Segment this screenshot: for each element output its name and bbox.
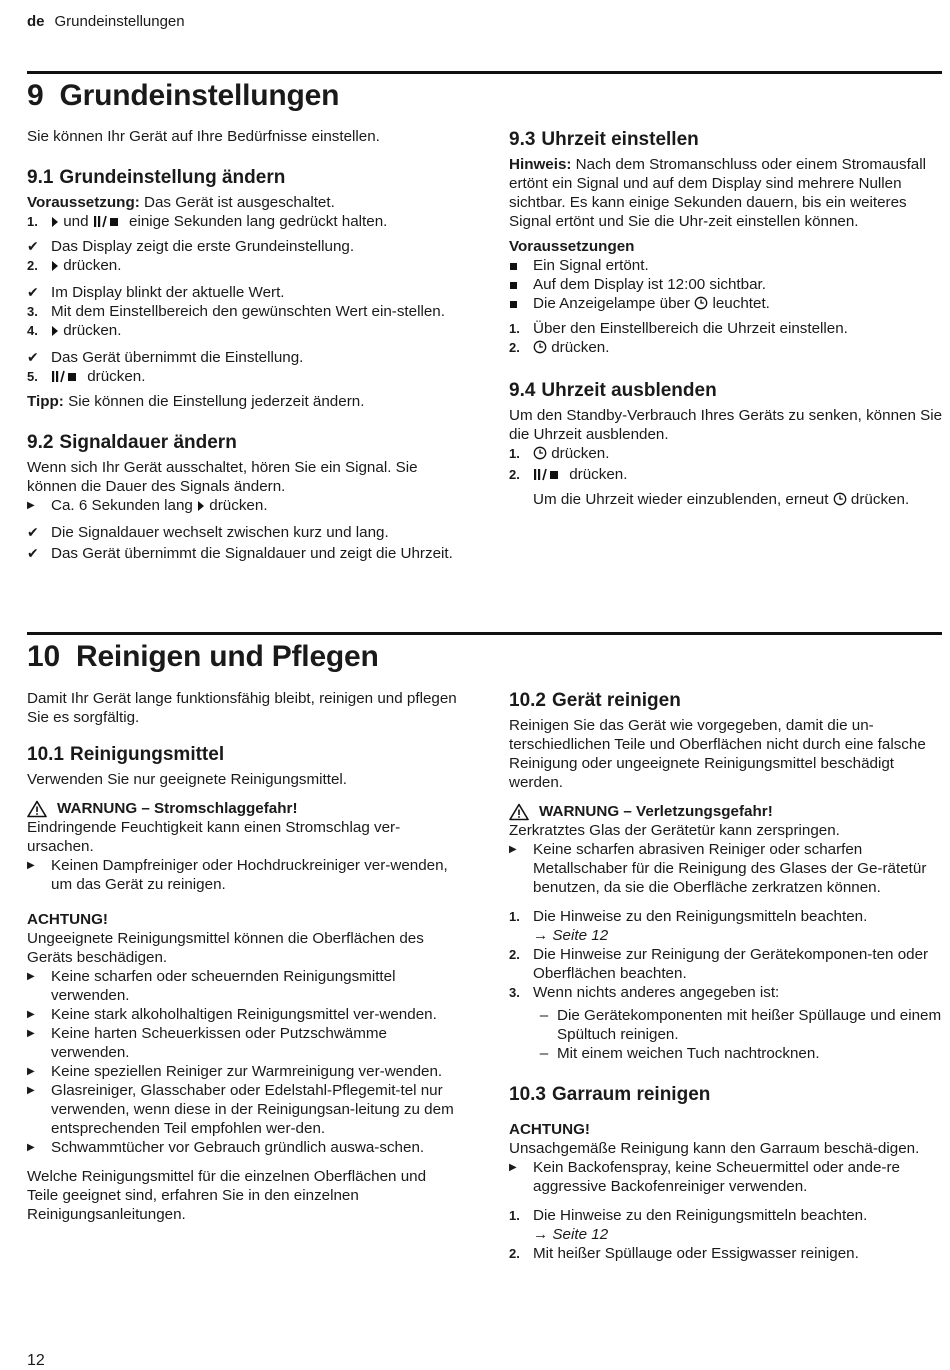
square-bullet-icon: [509, 275, 531, 294]
clock-icon: [533, 446, 547, 465]
page-reference: → Seite 12: [533, 927, 609, 944]
caution-heading: ACHTUNG!: [509, 1121, 590, 1138]
subsection-9-4-heading: 9.4 Uhrzeit ausblenden: [509, 380, 717, 401]
paragraph: Wenn sich Ihr Gerät ausschaltet, hören Sie ein Signal. Sie können die Dauer des Signals ändern.: [27, 459, 418, 495]
clock-icon: [533, 340, 547, 359]
page-header: [27, 12, 185, 31]
arrow-right-icon: [51, 258, 59, 277]
arrow-right-icon: [51, 323, 59, 342]
clock-icon: [833, 492, 847, 511]
step-item: 1. Über den Einstellbereich die Uhrzeit einstellen.: [509, 320, 848, 337]
action-item: ▶ Keine harten Scheuerkissen oder Putzschwämme verwenden.: [27, 1025, 387, 1061]
action-item: ▶ Glasreiniger, Glasschaber oder Edelstahl-Pflegemit-tel nur verwenden, wenn diese in der Reinigungsan-leitung zu dem entsprechenden Teil empfohlen wer-den.: [27, 1082, 454, 1137]
section-10-intro: Damit Ihr Gerät lange funktionsfähig bleibt, reinigen und pflegen Sie es sorgfältig.: [27, 690, 457, 726]
bullet-arrow-icon: ▶: [27, 860, 35, 871]
step-item: 1. drücken.: [509, 444, 945, 465]
paragraph: Welche Reinigungsmittel für die einzelnen Oberflächen und Teile geeignet sind, erfahren Sie in den einzelnen Reinigungsanleitungen.: [27, 1168, 427, 1223]
sub-item: – Mit einem weichen Tuch nachtrocknen.: [539, 1045, 820, 1062]
step-item: 4. drücken.: [27, 321, 457, 342]
warning-text: Zerkratztes Glas der Gerätetür kann zerspringen.: [509, 822, 840, 839]
bullet-arrow-icon: ▶: [27, 1009, 35, 1020]
square-bullet-icon: [509, 294, 531, 313]
section-rule: [27, 632, 942, 635]
paragraph: Um den Standby-Verbrauch Ihres Geräts zu senken, können Sie die Uhrzeit ausblenden.: [509, 407, 943, 443]
step-item: 2. drücken.: [27, 256, 457, 277]
result-item: ✔ Im Display blinkt der aktuelle Wert.: [27, 284, 285, 301]
bullet-arrow-icon: ▶: [27, 1085, 35, 1096]
action-item: ▶ Keine scharfen abrasiven Reiniger oder scharfen Metallschaber für die Reinigung des Glases der Ge-rätetür benutzen, da sie die Oberfläche zerkratzen können.: [509, 841, 927, 896]
square-bullet-icon: [509, 256, 531, 275]
bullet-arrow-icon: ▶: [509, 1162, 517, 1173]
check-icon: ✔: [27, 284, 39, 300]
language-code: de: [27, 13, 45, 30]
subsection-10-2-heading: 10.2 Gerät reinigen: [509, 690, 681, 711]
check-icon: ✔: [27, 524, 39, 540]
step-note: Um die Uhrzeit wieder einzublenden, erneut drücken.: [509, 490, 945, 511]
subsection-9-1-heading: 9.1 Grundeinstellung ändern: [27, 167, 286, 188]
section-10-heading: 10 Reinigen und Pflegen: [27, 640, 379, 673]
header-title: Grundeinstellungen: [54, 13, 185, 30]
check-icon: ✔: [27, 349, 39, 365]
start-stop-icon: [51, 369, 83, 388]
bullet-arrow-icon: ▶: [27, 971, 35, 982]
prerequisite-item: Ein Signal ertönt.: [509, 256, 945, 275]
step-item: 3. Wenn nichts anderes angegeben ist:: [509, 984, 780, 1001]
bullet-arrow-icon: ▶: [27, 1028, 35, 1039]
step-item: 1. und einige Sekunden lang gedrückt halten.: [27, 212, 457, 233]
start-stop-icon: [93, 214, 125, 233]
warning-heading: WARNUNG – Stromschlaggefahr!: [27, 799, 457, 818]
action-item: ▶ Keine scharfen oder scheuernden Reinigungsmittel verwenden.: [27, 968, 396, 1004]
prerequisite: Voraussetzung: Das Gerät ist ausgeschaltet.: [27, 194, 335, 211]
caution-heading: ACHTUNG!: [27, 911, 108, 928]
warning-triangle-icon: [509, 803, 529, 821]
subsection-9-3-heading: 9.3 Uhrzeit einstellen: [509, 129, 699, 150]
step-item: 2. Die Hinweise zur Reinigung der Gerätekomponen-ten oder Oberflächen beachten.: [509, 946, 929, 982]
section-9-intro: Sie können Ihr Gerät auf Ihre Bedürfnisse einstellen.: [27, 128, 380, 145]
subsection-10-3-heading: 10.3 Garraum reinigen: [509, 1084, 711, 1105]
action-item: ▶ Kein Backofenspray, keine Scheuermittel oder ande-re aggressive Backofenreiniger verwenden.: [509, 1159, 900, 1195]
section-9-right-column: [509, 128, 945, 511]
result-item: ✔ Das Gerät übernimmt die Einstellung.: [27, 349, 304, 366]
step-item: 1. Die Hinweise zu den Reinigungsmitteln beachten. → Seite 12: [509, 908, 868, 944]
step-item: 5. drücken.: [27, 367, 457, 388]
warning-heading: WARNUNG – Verletzungsgefahr!: [509, 802, 945, 821]
section-9-heading: 9 Grundeinstellungen: [27, 79, 340, 112]
bullet-arrow-icon: ▶: [27, 500, 35, 511]
bullet-arrow-icon: ▶: [27, 1142, 35, 1153]
section-9-left-column: [27, 127, 457, 563]
subsection-10-1-heading: 10.1 Reinigungsmittel: [27, 744, 225, 765]
prerequisite-item: Auf dem Display ist 12:00 sichtbar.: [509, 275, 945, 294]
step-item: 2. drücken.: [509, 338, 945, 359]
prerequisites-heading: Voraussetzungen: [509, 238, 635, 255]
page-reference: → Seite 12: [533, 1226, 609, 1243]
action-item: ▶ Ca. 6 Sekunden lang drücken.: [27, 496, 457, 517]
clock-icon: [694, 296, 708, 315]
action-item: ▶ Keinen Dampfreiniger oder Hochdruckreiniger ver-wenden, um das Gerät zu reinigen.: [27, 857, 448, 893]
subsection-9-2-heading: 9.2 Signaldauer ändern: [27, 432, 237, 453]
caution-text: Ungeeignete Reinigungsmittel können die Oberflächen des Geräts beschädigen.: [27, 930, 424, 966]
paragraph: Verwenden Sie nur geeignete Reinigungsmittel.: [27, 771, 347, 788]
step-item: 1. Die Hinweise zu den Reinigungsmitteln beachten. → Seite 12: [509, 1207, 868, 1243]
section-10-right-column: [509, 689, 945, 1263]
warning-text: Eindringende Feuchtigkeit kann einen Stromschlag ver-ursachen.: [27, 819, 401, 855]
action-item: ▶ Schwammtücher vor Gebrauch gründlich auswa-schen.: [27, 1139, 425, 1156]
bullet-arrow-icon: ▶: [27, 1066, 35, 1077]
section-rule: [27, 71, 942, 74]
bullet-arrow-icon: ▶: [509, 844, 517, 855]
paragraph: Reinigen Sie das Gerät wie vorgegeben, damit die un-terschiedlichen Teile und Oberflächen nicht durch eine falsche Reinigung oder ungeeignete Reinigungsmittel beschädigt werden.: [509, 717, 926, 791]
result-item: ✔ Die Signaldauer wechselt zwischen kurz und lang.: [27, 524, 389, 541]
result-item: ✔ Das Display zeigt die erste Grundeinstellung.: [27, 238, 355, 255]
tip: Tipp: Sie können die Einstellung jederzeit ändern.: [27, 393, 365, 410]
hint: Hinweis: Nach dem Stromanschluss oder einem Stromausfall ertönt ein Signal und auf dem Display sind mehrere Nullen sichtbar. Es kann einige Sekunden dauern, bis ein weiteres Signal ertönt und Sie die Uhr-zeit einstellen können.: [509, 156, 926, 230]
start-stop-icon: [533, 467, 565, 486]
step-item: 2. drücken.: [509, 465, 945, 486]
step-item: 3. Mit dem Einstellbereich den gewünschten Wert ein-stellen.: [27, 303, 445, 320]
caution-text: Unsachgemäße Reinigung kann den Garraum beschä-digen.: [509, 1140, 920, 1157]
check-icon: ✔: [27, 238, 39, 254]
prerequisite-item: Die Anzeigelampe über leuchtet.: [509, 294, 945, 315]
sub-item: – Die Gerätekomponenten mit heißer Spüllauge und einem Spültuch reinigen.: [539, 1007, 942, 1043]
result-item: ✔ Das Gerät übernimmt die Signaldauer und zeigt die Uhrzeit.: [27, 545, 453, 562]
step-item: 2. Mit heißer Spüllauge oder Essigwasser reinigen.: [509, 1245, 859, 1262]
check-icon: ✔: [27, 545, 39, 561]
page-number: 12: [27, 1352, 45, 1369]
section-10-left-column: [27, 689, 457, 1224]
arrow-right-icon: [197, 498, 205, 517]
action-item: ▶ Keine speziellen Reiniger zur Warmreinigung ver-wenden.: [27, 1063, 443, 1080]
arrow-right-icon: [51, 214, 59, 233]
action-item: ▶ Keine stark alkoholhaltigen Reinigungsmittel ver-wenden.: [27, 1006, 437, 1023]
warning-triangle-icon: [27, 800, 47, 818]
